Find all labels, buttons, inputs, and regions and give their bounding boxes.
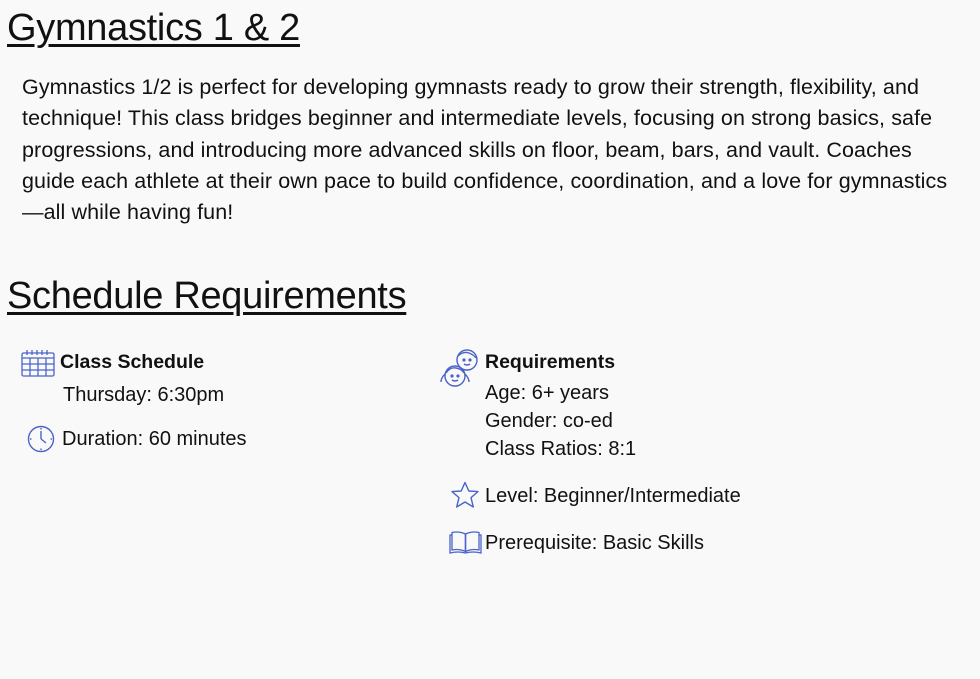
kids-faces-icon (438, 347, 480, 389)
class-ratios: Class Ratios: 8:1 (485, 438, 637, 460)
calendar-icon (21, 349, 55, 377)
clock-icon (27, 425, 55, 453)
prerequisite-text: Prerequisite: Basic Skills (485, 532, 704, 554)
duration-text: Duration: 60 minutes (62, 428, 247, 450)
age-requirement: Age: 6+ years (485, 382, 609, 404)
level-text: Level: Beginner/Intermediate (485, 485, 741, 507)
class-description: Gymnastics 1/2 is perfect for developing gymnasts ready to grow their strength, flexibility, and technique! This class bridges beginner and intermediate levels, focusing on strong basics, safe progressions, and introducing more advanced skills on floor, beam, bars, and vault. Coaches guide each athlete at their own pace to build confidence, coordination, and a love for gymnastics—all while having fun! (22, 75, 948, 225)
class-schedule-time: Thursday: 6:30pm (63, 384, 225, 406)
gender-requirement: Gender: co-ed (485, 410, 613, 432)
book-icon (449, 530, 482, 554)
schedule-section-title: Schedule Requirements (7, 275, 407, 317)
class-schedule-heading: Class Schedule (60, 351, 205, 373)
star-icon (450, 481, 480, 509)
page-title: Gymnastics 1 & 2 (7, 7, 300, 49)
requirements-heading: Requirements (485, 351, 616, 373)
